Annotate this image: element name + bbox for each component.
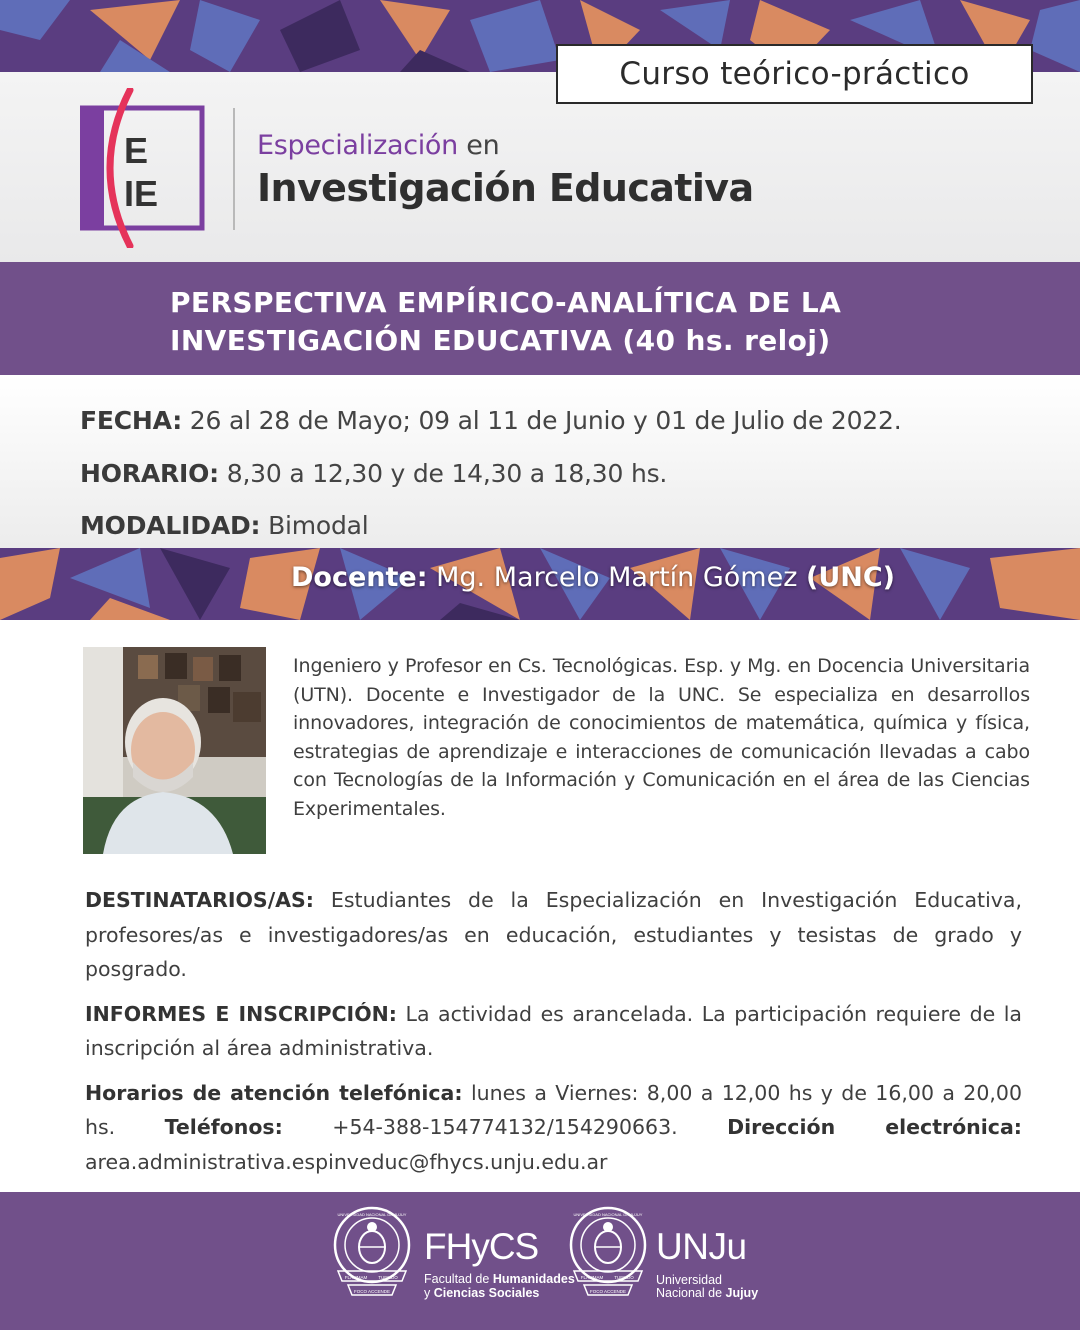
informes-label: INFORMES E INSCRIPCIÓN:	[85, 1001, 397, 1026]
informes-paragraph	[85, 997, 1022, 1066]
docente-label: Docente:	[291, 562, 428, 593]
course-title-band	[0, 262, 1080, 375]
seal-text-top: UNIVERSIDAD NACIONAL DE JUJUY	[573, 1212, 643, 1217]
destinatarios-label: DESTINATARIOS/AS:	[85, 888, 315, 912]
fecha-row	[80, 395, 1080, 448]
modalidad-value: Bimodal	[268, 511, 369, 540]
unju-sub-2b: Jujuy	[725, 1286, 759, 1300]
schedule-info	[0, 375, 1080, 548]
program-prefix: Especialización	[257, 130, 458, 161]
fhycs-subtitle	[424, 1272, 575, 1300]
docente-line	[291, 562, 895, 593]
horario-label: HORARIO:	[80, 458, 219, 488]
email-value[interactable]: area.administrativa.espinveduc@fhycs.unju.edu.ar	[85, 1149, 608, 1174]
seal-ribbon-left: FLAMMAM	[580, 1275, 604, 1280]
course-title-line-1: PERSPECTIVA EMPÍRICO-ANALÍTICA DE LA	[170, 286, 842, 319]
destinatarios-value: Estudiantes de la Especialización en Investigación Educativa, profesores/as e investigadores/as en educación, estudiantes y tesistas de grado y posgrado.	[85, 888, 1022, 981]
course-details	[85, 883, 1022, 1189]
email-label: Dirección electrónica:	[727, 1115, 1022, 1139]
horario-row	[80, 448, 1080, 501]
horario-value: 8,30 a 12,30 y de 14,30 a 18,30 hs.	[226, 458, 668, 488]
program-prefix-line	[257, 130, 499, 161]
eie-logo	[80, 88, 210, 248]
fhycs-sub-1a: Facultad de	[424, 1272, 490, 1286]
horarios-label: Horarios de atención telefónica:	[85, 1080, 463, 1105]
fhycs-sub-2a: y	[424, 1286, 431, 1300]
logo-divider	[233, 108, 235, 230]
docente-photo	[83, 647, 266, 854]
horarios-value: lunes a Viernes: 8,00 a 12,00 hs y de 16,00 a 20,00 hs.	[85, 1080, 1022, 1139]
modalidad-label: MODALIDAD:	[80, 511, 261, 540]
docente-name: Mg. Marcelo Martín Gómez	[436, 562, 798, 593]
unju-name: UNJu	[656, 1226, 747, 1267]
logo-letters-ie: IE	[124, 173, 159, 214]
fhycs-seal-icon	[332, 1205, 412, 1301]
informes-value: La actividad es arancelada. La participación requiere de la inscripción al área administrativa.	[85, 1001, 1022, 1060]
program-name: Investigación Educativa	[257, 166, 754, 210]
seal-ribbon-right: TUEMDO	[378, 1275, 398, 1280]
modalidad-row	[80, 500, 1080, 553]
unju-seal-icon	[568, 1205, 648, 1301]
program-connector: en	[466, 130, 500, 161]
seal-text-bottom: FOCO ACCENDE	[589, 1289, 627, 1294]
course-title-line-2: INVESTIGACIÓN EDUCATIVA (40 hs. reloj)	[170, 324, 831, 357]
destinatarios-paragraph	[85, 883, 1022, 987]
unju-sub-1: Universidad	[656, 1273, 723, 1287]
fecha-label: FECHA:	[80, 406, 183, 435]
unju-sub-2a: Nacional de	[656, 1286, 723, 1300]
unju-subtitle	[656, 1274, 758, 1300]
fhycs-name: FHyCS	[424, 1226, 539, 1267]
telefonos-value: +54-388-154774132/154290663.	[332, 1115, 678, 1139]
logo-letter-e: E	[124, 130, 149, 171]
fhycs-sub-2b: Ciencias Sociales	[433, 1286, 540, 1300]
course-type-box: Curso teórico-práctico	[556, 44, 1033, 104]
contact-paragraph	[85, 1076, 1022, 1180]
fhycs-sub-1b: Humanidades	[492, 1272, 575, 1286]
telefonos-label: Teléfonos:	[164, 1115, 283, 1139]
seal-ribbon-left: FLAMMAM	[344, 1275, 368, 1280]
seal-text-top: UNIVERSIDAD NACIONAL DE JUJUY	[337, 1212, 407, 1217]
fecha-value: 26 al 28 de Mayo; 09 al 11 de Junio y 01 de Julio de 2022.	[189, 406, 902, 435]
footer-band	[0, 1192, 1080, 1330]
docente-institution: (UNC)	[805, 562, 895, 593]
docente-bio: Ingeniero y Profesor en Cs. Tecnológicas. Esp. y Mg. en Docencia Universitaria (UTN). Docente e Investigador de la UNC. Se especializa en desarrollos innovadores, integración de conocimientos de matemática, química y física, estrategias de aprendizaje e interacciones de comunicación llevadas a cabo con Tecnologías de la Información y Comunicación en el área de las Ciencias Experimentales.	[293, 655, 1030, 820]
seal-ribbon-right: TUEMDO	[614, 1275, 634, 1280]
seal-text-bottom: FOCO ACCENDE	[353, 1289, 391, 1294]
